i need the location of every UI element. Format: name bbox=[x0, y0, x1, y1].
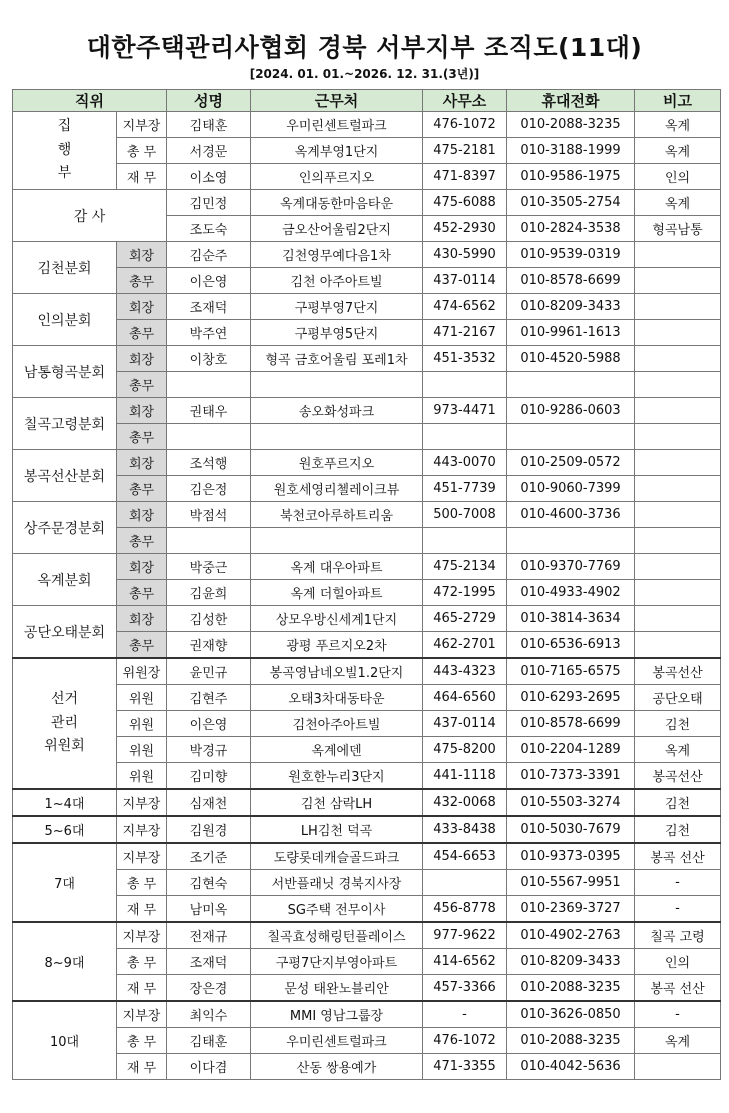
office-phone-cell bbox=[423, 528, 507, 554]
mobile-phone-cell: 010-7373-3391 bbox=[507, 763, 635, 790]
note-cell: - bbox=[635, 896, 721, 923]
mobile-phone-cell: 010-8209-3433 bbox=[507, 949, 635, 975]
mobile-phone-cell: 010-5503-3274 bbox=[507, 789, 635, 816]
name-cell: 이소영 bbox=[167, 164, 251, 190]
workplace-cell: 인의푸르지오 bbox=[251, 164, 423, 190]
note-cell: 봉곡 선산 bbox=[635, 975, 721, 1002]
workplace-cell: 구평부영7단지 bbox=[251, 294, 423, 320]
office-phone-cell: 500-7008 bbox=[423, 502, 507, 528]
office-phone-cell: 977-9622 bbox=[423, 922, 507, 949]
office-phone-cell: 432-0068 bbox=[423, 789, 507, 816]
mobile-phone-cell: 010-3626-0850 bbox=[507, 1001, 635, 1028]
office-phone-cell: 456-8778 bbox=[423, 896, 507, 923]
position-cell: 총 무 bbox=[117, 138, 167, 164]
position-cell: 지부장 bbox=[117, 112, 167, 138]
position-cell: 총 무 bbox=[117, 1028, 167, 1054]
office-phone-cell: 475-2181 bbox=[423, 138, 507, 164]
workplace-cell: LH김천 덕곡 bbox=[251, 816, 423, 843]
mobile-phone-cell: 010-9060-7399 bbox=[507, 476, 635, 502]
name-cell: 김윤희 bbox=[167, 580, 251, 606]
mobile-phone-cell: 010-3505-2754 bbox=[507, 190, 635, 216]
name-cell: 서경문 bbox=[167, 138, 251, 164]
mobile-phone-cell: 010-8209-3433 bbox=[507, 294, 635, 320]
name-cell: 박경규 bbox=[167, 737, 251, 763]
name-cell: 이창호 bbox=[167, 346, 251, 372]
name-cell: 조도숙 bbox=[167, 216, 251, 242]
note-cell: - bbox=[635, 1001, 721, 1028]
office-phone-cell: 471-3355 bbox=[423, 1054, 507, 1080]
office-phone-cell bbox=[423, 372, 507, 398]
position-cell: 위원 bbox=[117, 737, 167, 763]
name-cell bbox=[167, 424, 251, 450]
workplace-cell: 김천 삼락LH bbox=[251, 789, 423, 816]
exec-group-label bbox=[13, 112, 117, 190]
name-cell: 조석행 bbox=[167, 450, 251, 476]
position-cell: 재 무 bbox=[117, 896, 167, 923]
branch-name: 남통형곡분회 bbox=[13, 346, 117, 398]
workplace-cell: 옥계부영1단지 bbox=[251, 138, 423, 164]
note-cell: 봉곡 선산 bbox=[635, 843, 721, 870]
table-row bbox=[13, 164, 721, 190]
branch-role-cell: 총무 bbox=[117, 632, 167, 659]
branch-role-cell: 회장 bbox=[117, 294, 167, 320]
office-phone-cell: 471-8397 bbox=[423, 164, 507, 190]
group-label-char: 부 bbox=[57, 165, 72, 182]
note-cell: 옥계 bbox=[635, 737, 721, 763]
mobile-phone-cell: 010-4933-4902 bbox=[507, 580, 635, 606]
name-cell bbox=[167, 528, 251, 554]
position-cell: 위원 bbox=[117, 711, 167, 737]
table-row bbox=[13, 398, 721, 424]
workplace-cell: 우미린센트럴파크 bbox=[251, 112, 423, 138]
branch-name: 칠곡고령분회 bbox=[13, 398, 117, 450]
name-cell: 이다겸 bbox=[167, 1054, 251, 1080]
workplace-cell: 광평 푸르지오2차 bbox=[251, 632, 423, 659]
name-cell bbox=[167, 372, 251, 398]
branch-name: 인의분회 bbox=[13, 294, 117, 346]
workplace-cell: 김천영무예다음1차 bbox=[251, 242, 423, 268]
note-cell bbox=[635, 528, 721, 554]
note-cell bbox=[635, 632, 721, 659]
workplace-cell: 문성 태완노블리안 bbox=[251, 975, 423, 1002]
office-phone-cell: 475-2134 bbox=[423, 554, 507, 580]
table-body bbox=[13, 112, 721, 1080]
name-cell: 김성한 bbox=[167, 606, 251, 632]
table-row bbox=[13, 242, 721, 268]
mobile-phone-cell: 010-4520-5988 bbox=[507, 346, 635, 372]
name-cell: 이은영 bbox=[167, 711, 251, 737]
office-phone-cell: 437-0114 bbox=[423, 268, 507, 294]
name-cell: 권재향 bbox=[167, 632, 251, 659]
office-phone-cell: 465-2729 bbox=[423, 606, 507, 632]
table-row bbox=[13, 554, 721, 580]
note-cell: 김천 bbox=[635, 816, 721, 843]
note-cell: 봉곡선산 bbox=[635, 763, 721, 790]
term-label: 7대 bbox=[13, 843, 117, 922]
note-cell bbox=[635, 268, 721, 294]
name-cell: 김민정 bbox=[167, 190, 251, 216]
workplace-cell bbox=[251, 528, 423, 554]
election-group-label bbox=[13, 658, 117, 789]
note-cell: 인의 bbox=[635, 949, 721, 975]
workplace-cell: 봉곡영남네오빌1.2단지 bbox=[251, 658, 423, 685]
workplace-cell: 옥계 더힐아파트 bbox=[251, 580, 423, 606]
note-cell: 옥계 bbox=[635, 190, 721, 216]
name-cell: 김미향 bbox=[167, 763, 251, 790]
note-cell bbox=[635, 398, 721, 424]
position-cell: 지부장 bbox=[117, 1001, 167, 1028]
note-cell bbox=[635, 606, 721, 632]
workplace-cell: 원호한누리3단지 bbox=[251, 763, 423, 790]
office-phone-cell: 430-5990 bbox=[423, 242, 507, 268]
branch-role-cell: 회장 bbox=[117, 242, 167, 268]
workplace-cell: 김천아주아트빌 bbox=[251, 711, 423, 737]
branch-role-cell: 총무 bbox=[117, 580, 167, 606]
table-row bbox=[13, 346, 721, 372]
note-cell: 형곡남통 bbox=[635, 216, 721, 242]
table-row bbox=[13, 450, 721, 476]
position-cell: 위원장 bbox=[117, 658, 167, 685]
office-phone-cell: 476-1072 bbox=[423, 112, 507, 138]
note-cell bbox=[635, 580, 721, 606]
branch-role-cell: 총무 bbox=[117, 528, 167, 554]
position-cell: 지부장 bbox=[117, 816, 167, 843]
note-cell: 공단오태 bbox=[635, 685, 721, 711]
office-phone-cell: 437-0114 bbox=[423, 711, 507, 737]
table-row bbox=[13, 502, 721, 528]
name-cell: 최익수 bbox=[167, 1001, 251, 1028]
office-phone-cell: 452-2930 bbox=[423, 216, 507, 242]
note-cell bbox=[635, 502, 721, 528]
mobile-phone-cell: 010-8578-6699 bbox=[507, 711, 635, 737]
name-cell: 조재덕 bbox=[167, 294, 251, 320]
header-row bbox=[13, 90, 721, 112]
position-cell: 위원 bbox=[117, 763, 167, 790]
office-phone-cell: 462-2701 bbox=[423, 632, 507, 659]
group-label-char: 선거 bbox=[50, 690, 79, 707]
note-cell bbox=[635, 450, 721, 476]
term-label: 8~9대 bbox=[13, 922, 117, 1001]
table-row bbox=[13, 711, 721, 737]
mobile-phone-cell: 010-9586-1975 bbox=[507, 164, 635, 190]
table-row bbox=[13, 606, 721, 632]
table-row bbox=[13, 294, 721, 320]
name-cell: 권태우 bbox=[167, 398, 251, 424]
note-cell bbox=[635, 294, 721, 320]
workplace-cell: 옥계대동한마음타운 bbox=[251, 190, 423, 216]
table-row bbox=[13, 658, 721, 685]
name-cell: 박주연 bbox=[167, 320, 251, 346]
workplace-cell: 상모우방신세계1단지 bbox=[251, 606, 423, 632]
office-phone-cell: 457-3366 bbox=[423, 975, 507, 1002]
table-row bbox=[13, 268, 721, 294]
table-row bbox=[13, 320, 721, 346]
mobile-phone-cell: 010-8578-6699 bbox=[507, 268, 635, 294]
note-cell: 봉곡선산 bbox=[635, 658, 721, 685]
mobile-phone-cell: 010-7165-6575 bbox=[507, 658, 635, 685]
office-phone-cell: 474-6562 bbox=[423, 294, 507, 320]
note-cell: 인의 bbox=[635, 164, 721, 190]
office-phone-cell: 451-3532 bbox=[423, 346, 507, 372]
table-row bbox=[13, 789, 721, 816]
group-label-char: 집 bbox=[57, 117, 72, 134]
note-cell: 칠곡 고령 bbox=[635, 922, 721, 949]
office-phone-cell: 472-1995 bbox=[423, 580, 507, 606]
name-cell: 조재덕 bbox=[167, 949, 251, 975]
position-cell: 재 무 bbox=[117, 164, 167, 190]
header-name: 성명 bbox=[167, 90, 251, 112]
name-cell: 박점석 bbox=[167, 502, 251, 528]
position-cell: 지부장 bbox=[117, 789, 167, 816]
office-phone-cell bbox=[423, 870, 507, 896]
mobile-phone-cell: 010-2204-1289 bbox=[507, 737, 635, 763]
note-cell: - bbox=[635, 870, 721, 896]
workplace-cell: 송오화성파크 bbox=[251, 398, 423, 424]
table-row bbox=[13, 112, 721, 138]
workplace-cell: 도량롯데캐슬골드파크 bbox=[251, 843, 423, 870]
branch-role-cell: 회장 bbox=[117, 450, 167, 476]
office-phone-cell: 464-6560 bbox=[423, 685, 507, 711]
header-office: 사무소 bbox=[423, 90, 507, 112]
office-phone-cell: 441-1118 bbox=[423, 763, 507, 790]
position-cell: 재 무 bbox=[117, 975, 167, 1002]
branch-role-cell: 회장 bbox=[117, 346, 167, 372]
position-cell: 재 무 bbox=[117, 1054, 167, 1080]
name-cell: 김태훈 bbox=[167, 1028, 251, 1054]
page-title: 대한주택관리사협회 경북 서부지부 조직도(11대) bbox=[86, 33, 643, 62]
table-row bbox=[13, 476, 721, 502]
mobile-phone-cell: 010-9373-0395 bbox=[507, 843, 635, 870]
note-cell: 옥계 bbox=[635, 1028, 721, 1054]
table-row bbox=[13, 1028, 721, 1054]
office-phone-cell: 451-7739 bbox=[423, 476, 507, 502]
note-cell bbox=[635, 1054, 721, 1080]
mobile-phone-cell bbox=[507, 424, 635, 450]
office-phone-cell: 443-0070 bbox=[423, 450, 507, 476]
workplace-cell: 옥계 대우아파트 bbox=[251, 554, 423, 580]
group-label-char: 위원회 bbox=[44, 738, 85, 755]
table-row bbox=[13, 424, 721, 450]
mobile-phone-cell: 010-9961-1613 bbox=[507, 320, 635, 346]
name-cell: 전재규 bbox=[167, 922, 251, 949]
mobile-phone-cell: 010-2824-3538 bbox=[507, 216, 635, 242]
workplace-cell: MMI 영남그룹장 bbox=[251, 1001, 423, 1028]
term-label: 10대 bbox=[13, 1001, 117, 1080]
table-row bbox=[13, 632, 721, 659]
branch-role-cell: 회장 bbox=[117, 502, 167, 528]
mobile-phone-cell: 010-4600-3736 bbox=[507, 502, 635, 528]
mobile-phone-cell: 010-2369-3727 bbox=[507, 896, 635, 923]
name-cell: 남미옥 bbox=[167, 896, 251, 923]
name-cell: 심재천 bbox=[167, 789, 251, 816]
name-cell: 김은정 bbox=[167, 476, 251, 502]
position-cell: 총 무 bbox=[117, 949, 167, 975]
name-cell: 김순주 bbox=[167, 242, 251, 268]
mobile-phone-cell: 010-6293-2695 bbox=[507, 685, 635, 711]
workplace-cell: 옥계에덴 bbox=[251, 737, 423, 763]
table-row bbox=[13, 843, 721, 870]
table-row bbox=[13, 896, 721, 923]
position-cell: 지부장 bbox=[117, 922, 167, 949]
name-cell: 조기준 bbox=[167, 843, 251, 870]
mobile-phone-cell: 010-5030-7679 bbox=[507, 816, 635, 843]
note-cell bbox=[635, 476, 721, 502]
workplace-cell bbox=[251, 424, 423, 450]
note-cell bbox=[635, 346, 721, 372]
name-cell: 김현주 bbox=[167, 685, 251, 711]
office-phone-cell: 443-4323 bbox=[423, 658, 507, 685]
workplace-cell: 구평7단지부영아파트 bbox=[251, 949, 423, 975]
name-cell: 윤민규 bbox=[167, 658, 251, 685]
group-label-char: 관리 bbox=[50, 714, 79, 731]
table-row bbox=[13, 737, 721, 763]
table-row bbox=[13, 1054, 721, 1080]
workplace-cell bbox=[251, 372, 423, 398]
branch-role-cell: 총무 bbox=[117, 424, 167, 450]
name-cell: 이은영 bbox=[167, 268, 251, 294]
name-cell: 김태훈 bbox=[167, 112, 251, 138]
term-label: 5~6대 bbox=[13, 816, 117, 843]
branch-name: 공단오태분회 bbox=[13, 606, 117, 659]
office-phone-cell: 433-8438 bbox=[423, 816, 507, 843]
table-row bbox=[13, 685, 721, 711]
mobile-phone-cell: 010-9370-7769 bbox=[507, 554, 635, 580]
header-note: 비고 bbox=[635, 90, 721, 112]
header-workplace: 근무처 bbox=[251, 90, 423, 112]
workplace-cell: 우미린센트럴파크 bbox=[251, 1028, 423, 1054]
branch-role-cell: 총무 bbox=[117, 372, 167, 398]
branch-role-cell: 총무 bbox=[117, 268, 167, 294]
note-cell bbox=[635, 372, 721, 398]
workplace-cell: 원호푸르지오 bbox=[251, 450, 423, 476]
mobile-phone-cell: 010-9539-0319 bbox=[507, 242, 635, 268]
term-label: 1~4대 bbox=[13, 789, 117, 816]
table-row bbox=[13, 190, 721, 216]
workplace-cell: 금오산어울림2단지 bbox=[251, 216, 423, 242]
audit-label: 감 사 bbox=[13, 190, 167, 242]
mobile-phone-cell: 010-3188-1999 bbox=[507, 138, 635, 164]
org-chart-table bbox=[12, 89, 721, 1080]
table-row bbox=[13, 528, 721, 554]
note-cell bbox=[635, 242, 721, 268]
table-row bbox=[13, 1001, 721, 1028]
workplace-cell: 형곡 금호어울림 포레1차 bbox=[251, 346, 423, 372]
note-cell: 옥계 bbox=[635, 138, 721, 164]
name-cell: 김원경 bbox=[167, 816, 251, 843]
mobile-phone-cell bbox=[507, 528, 635, 554]
branch-name: 옥계분회 bbox=[13, 554, 117, 606]
table-row bbox=[13, 372, 721, 398]
workplace-cell: 구평부영5단지 bbox=[251, 320, 423, 346]
table-row bbox=[13, 580, 721, 606]
office-phone-cell: 475-6088 bbox=[423, 190, 507, 216]
name-cell: 장은경 bbox=[167, 975, 251, 1002]
branch-name: 봉곡선산분회 bbox=[13, 450, 117, 502]
term-period: [2024. 01. 01.~2026. 12. 31.(3년)] bbox=[249, 67, 480, 81]
table-row bbox=[13, 763, 721, 790]
header-position: 직위 bbox=[13, 90, 167, 112]
table-row bbox=[13, 138, 721, 164]
branch-role-cell: 총무 bbox=[117, 320, 167, 346]
office-phone-cell: 476-1072 bbox=[423, 1028, 507, 1054]
name-cell: 박중근 bbox=[167, 554, 251, 580]
note-cell: 옥계 bbox=[635, 112, 721, 138]
branch-role-cell: 회장 bbox=[117, 606, 167, 632]
workplace-cell: 칠곡효성해링턴플레이스 bbox=[251, 922, 423, 949]
office-phone-cell: 454-6653 bbox=[423, 843, 507, 870]
branch-role-cell: 총무 bbox=[117, 476, 167, 502]
table-row bbox=[13, 949, 721, 975]
office-phone-cell bbox=[423, 424, 507, 450]
table-row bbox=[13, 922, 721, 949]
note-cell bbox=[635, 554, 721, 580]
mobile-phone-cell: 010-3814-3634 bbox=[507, 606, 635, 632]
mobile-phone-cell: 010-9286-0603 bbox=[507, 398, 635, 424]
mobile-phone-cell: 010-6536-6913 bbox=[507, 632, 635, 659]
position-cell: 지부장 bbox=[117, 843, 167, 870]
note-cell: 김천 bbox=[635, 789, 721, 816]
workplace-cell: 오태3차대동타운 bbox=[251, 685, 423, 711]
branch-role-cell: 회장 bbox=[117, 554, 167, 580]
table-row bbox=[13, 816, 721, 843]
table-row bbox=[13, 975, 721, 1002]
workplace-cell: 김천 아주아트빌 bbox=[251, 268, 423, 294]
table-row bbox=[13, 870, 721, 896]
workplace-cell: 원호세영리첼레이크뷰 bbox=[251, 476, 423, 502]
mobile-phone-cell: 010-2088-3235 bbox=[507, 112, 635, 138]
note-cell bbox=[635, 320, 721, 346]
branch-role-cell: 회장 bbox=[117, 398, 167, 424]
mobile-phone-cell: 010-2088-3235 bbox=[507, 975, 635, 1002]
position-cell: 위원 bbox=[117, 685, 167, 711]
office-phone-cell: 475-8200 bbox=[423, 737, 507, 763]
position-cell: 총 무 bbox=[117, 870, 167, 896]
workplace-cell: 북천코아루하트리움 bbox=[251, 502, 423, 528]
mobile-phone-cell bbox=[507, 372, 635, 398]
office-phone-cell: - bbox=[423, 1001, 507, 1028]
mobile-phone-cell: 010-2088-3235 bbox=[507, 1028, 635, 1054]
workplace-cell: 산동 쌍용예가 bbox=[251, 1054, 423, 1080]
name-cell: 김현숙 bbox=[167, 870, 251, 896]
office-phone-cell: 471-2167 bbox=[423, 320, 507, 346]
group-label-char: 행 bbox=[57, 141, 72, 158]
mobile-phone-cell: 010-5567-9951 bbox=[507, 870, 635, 896]
workplace-cell: 서반플래닛 경북지사장 bbox=[251, 870, 423, 896]
office-phone-cell: 973-4471 bbox=[423, 398, 507, 424]
mobile-phone-cell: 010-2509-0572 bbox=[507, 450, 635, 476]
header-mobile: 휴대전화 bbox=[507, 90, 635, 112]
branch-name: 김천분회 bbox=[13, 242, 117, 294]
note-cell bbox=[635, 424, 721, 450]
note-cell: 김천 bbox=[635, 711, 721, 737]
office-phone-cell: 414-6562 bbox=[423, 949, 507, 975]
branch-name: 상주문경분회 bbox=[13, 502, 117, 554]
mobile-phone-cell: 010-4042-5636 bbox=[507, 1054, 635, 1080]
mobile-phone-cell: 010-4902-2763 bbox=[507, 922, 635, 949]
workplace-cell: SG주택 전무이사 bbox=[251, 896, 423, 923]
